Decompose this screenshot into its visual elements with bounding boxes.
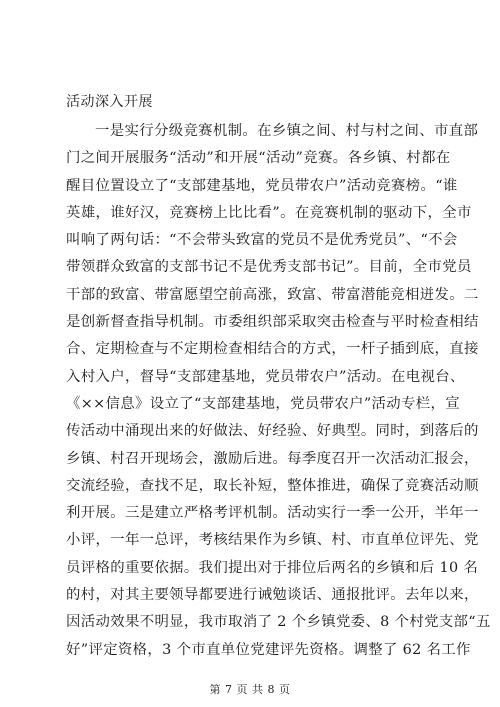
page-number-footer: 第 7 页 共 8 页	[209, 683, 291, 696]
text-line: 利开展。三是建立严格考评机制。活动实行一季一公开，半年一	[66, 505, 479, 522]
body-paragraph	[66, 118, 491, 664]
text-line: 合、定期检查与不定期检查相结合的方式，一杆子插到底，直接	[66, 341, 479, 358]
text-line: 叫响了两句话：“不会带头致富的党员不是优秀党员”、“不会	[66, 232, 458, 249]
text-line: 传活动中涌现出来的好做法、好经验、好典型。同时，到落后的	[66, 423, 479, 440]
text-line: 小评，一年一总评，考核结果作为乡镇、村、市直单位评先、党	[66, 532, 479, 549]
text-line: 《××信息》设立了“支部建基地，党员带农户”活动专栏，宣	[66, 395, 461, 412]
text-line: 因活动效果不明显，我市取消了 2 个乡镇党委、8 个村党支部“五	[66, 614, 491, 631]
text-line: 好”评定资格，3 个市直单位党建评先资格。调整了 62 名工作	[66, 641, 471, 658]
section-heading: 活动深入开展	[66, 94, 153, 110]
text-line: 是创新督查指导机制。市委组织部采取突击检查与平时检查相结	[66, 314, 479, 331]
text-line: 员评格的重要依据。我们提出对于排位后两名的乡镇和后 10 名	[66, 559, 479, 576]
text-line: 入村入户，督导“支部建基地，党员带农户”活动。在电视台、	[66, 368, 465, 385]
text-line: 醒目位置设立了“支部建基地，党员带农户”活动竞赛榜。“谁	[66, 177, 458, 194]
text-line: 一是实行分级竞赛机制。在乡镇之间、村与村之间、市直部	[95, 123, 479, 139]
text-line: 干部的致富、带富愿望空前高涨，致富、带富潜能竞相迸发。二	[66, 286, 479, 303]
text-line: 乡镇、村召开现场会，激励后进。每季度召开一次活动汇报会，	[66, 450, 479, 467]
text-line: 的村，对其主要领导都要进行诫勉谈话、通报批评。去年以来，	[66, 587, 479, 604]
text-line: 带领群众致富的支部书记不是优秀支部书记”。目前，全市党员	[66, 259, 472, 276]
text-line: 门之间开展服务“活动”和开展“活动”竞赛。各乡镇、村都在	[66, 150, 451, 167]
text-line: 英雄，谁好汉，竞赛榜上比比看”。在竞赛机制的驱动下，全市	[66, 204, 472, 221]
text-line: 交流经验，查找不足，取长补短，整体推进，确保了竞赛活动顺	[66, 477, 479, 494]
